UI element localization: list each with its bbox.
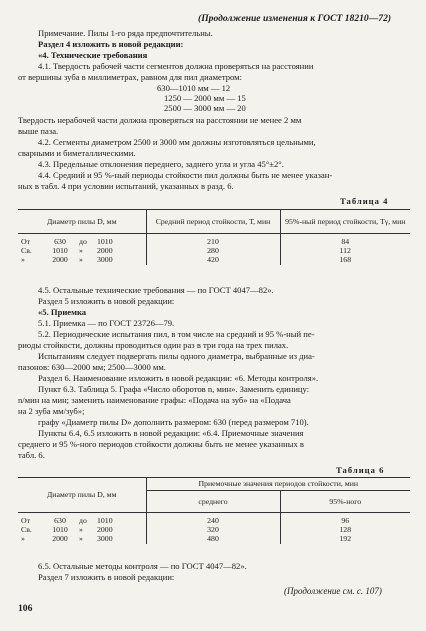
table-row: От 630 до 1010 240 96: [21, 515, 350, 525]
paragraph-line: 5.2. Периодические испытания пил, в том числе на средний и 95 %-ный пе-: [38, 329, 315, 339]
table-row: Св. 1010 » 2000 320 128: [21, 524, 352, 534]
paragraph-line: сварными и биметаллическими.: [18, 148, 136, 158]
paragraph-line: пазонов: 630—2000 мм; 2500—3000 мм.: [18, 362, 166, 372]
table-4: [18, 209, 410, 265]
paragraph-line: 5.1. Приемка — по ГОСТ 23726—79.: [38, 318, 175, 328]
table-4-header-95: 95%-ный период стойкости, Тγ, мин: [285, 216, 406, 226]
paragraph-line: n/мин на мин; заменить наименование графы: «Подача на зуб» на «Подача: [18, 395, 291, 405]
paragraph-line: графу «Диаметр пилы D» дополнить размером: 630 (перед размером 710).: [38, 417, 309, 427]
paragraph-line: 6.5. Остальные методы контроля — по ГОСТ 4047—82».: [38, 561, 247, 571]
page-number: 106: [18, 603, 33, 614]
table-6-header-diameter: Диаметр пилы D, мм: [18, 478, 146, 513]
section-5-intro: Раздел 5 изложить в новой редакции:: [38, 296, 175, 306]
formula-line: 1250 — 2000 мм — 15: [164, 93, 246, 103]
paragraph-line: 4.4. Средний и 95 %-ный периоды стойкости пил должны быть не менее указан-: [38, 170, 333, 180]
table-6-header-mean: среднего: [146, 491, 280, 513]
paragraph-line: 4.2. Сегменты диаметром 2500 и 3000 мм должны изготовляться цельными,: [38, 137, 316, 147]
paragraph-line: от вершины зуба в миллиметрах, равном для пил диаметром:: [18, 72, 242, 82]
paragraph-line: ных в табл. 4 при условии испытаний, указанных в разд. 6.: [18, 181, 234, 191]
section-4-title: «4. Технические требования: [38, 50, 148, 60]
table-row: Св. 1010 » 2000 280 112: [21, 245, 351, 255]
paragraph-line: выше паза.: [18, 126, 59, 136]
paragraph-line: 4.3. Предельные отклонения переднего, заднего угла и угла 45°±2°.: [38, 159, 284, 169]
paragraph-line: Пункт 6.3. Таблица 5. Графа «Число оборотов n, мин». Заменить единицу:: [38, 384, 310, 394]
paragraph-line: Твердость нерабочей части должна проверяться на расстоянии не менее 2 мм: [18, 115, 302, 125]
paragraph-line: табл. 6.: [18, 450, 45, 460]
paragraph-line: Пункты 6.4, 6.5 изложить в новой редакции: «6.4. Приемочные значения: [38, 428, 304, 438]
paragraph-line: 4.5. Остальные технические требования — по ГОСТ 4047—82».: [38, 285, 274, 295]
formula-line: 630—1010 мм — 12: [157, 83, 231, 93]
table-4-header-mean: Средний период стойкости, Т, мин: [146, 210, 280, 234]
table-6: [18, 477, 410, 544]
section-4-intro: Раздел 4 изложить в новой редакции:: [38, 39, 184, 49]
table-row: » 2000 » 3000 420 168: [21, 255, 352, 265]
paragraph-line: на 2 зуба мм/зуб»;: [18, 406, 85, 416]
table-6-header-group: Приемочные значения периодов стойкости, мин: [146, 478, 410, 491]
note-line: Примечание. Пилы 1-го ряда предпочтительны.: [38, 28, 213, 38]
table-4-header-diameter: Диаметр пилы D, мм: [18, 210, 146, 234]
page-header: (Продолжение изменения к ГОСТ 18210—72): [198, 13, 392, 24]
paragraph-line: Раздел 6. Наименование изложить в новой редакции: «6. Методы контроля».: [38, 373, 319, 383]
paragraph-line: риоды стойкости, должны проводиться один раз в три года на трех пилах.: [18, 340, 289, 350]
table-4-caption: Таблица 4: [340, 196, 389, 206]
section-5-title: «5. Приемка: [38, 307, 87, 317]
table-6-caption: Таблица 6: [336, 465, 385, 475]
continuation-note: (Продолжение см. с. 107): [284, 586, 382, 596]
formula-line: 2500 — 3000 мм — 20: [164, 103, 246, 113]
paragraph-line: Испытаниям следует подвергать пилы одного диаметра, выбранные из диа-: [38, 351, 315, 361]
table-row: От 630 до 1010 210 84: [21, 236, 350, 246]
section-7-intro: Раздел 7 изложить в новой редакции:: [38, 572, 175, 582]
paragraph-line: 4.1. Твердость рабочей части сегментов должна проверяться на расстоянии: [38, 61, 314, 71]
paragraph-line: среднего и 95 %-ного периодов стойкости должны быть не менее указанных в: [18, 439, 304, 449]
table-6-header-95: 95%-ного: [329, 496, 362, 506]
table-row: » 2000 » 3000 480 192: [21, 534, 352, 544]
